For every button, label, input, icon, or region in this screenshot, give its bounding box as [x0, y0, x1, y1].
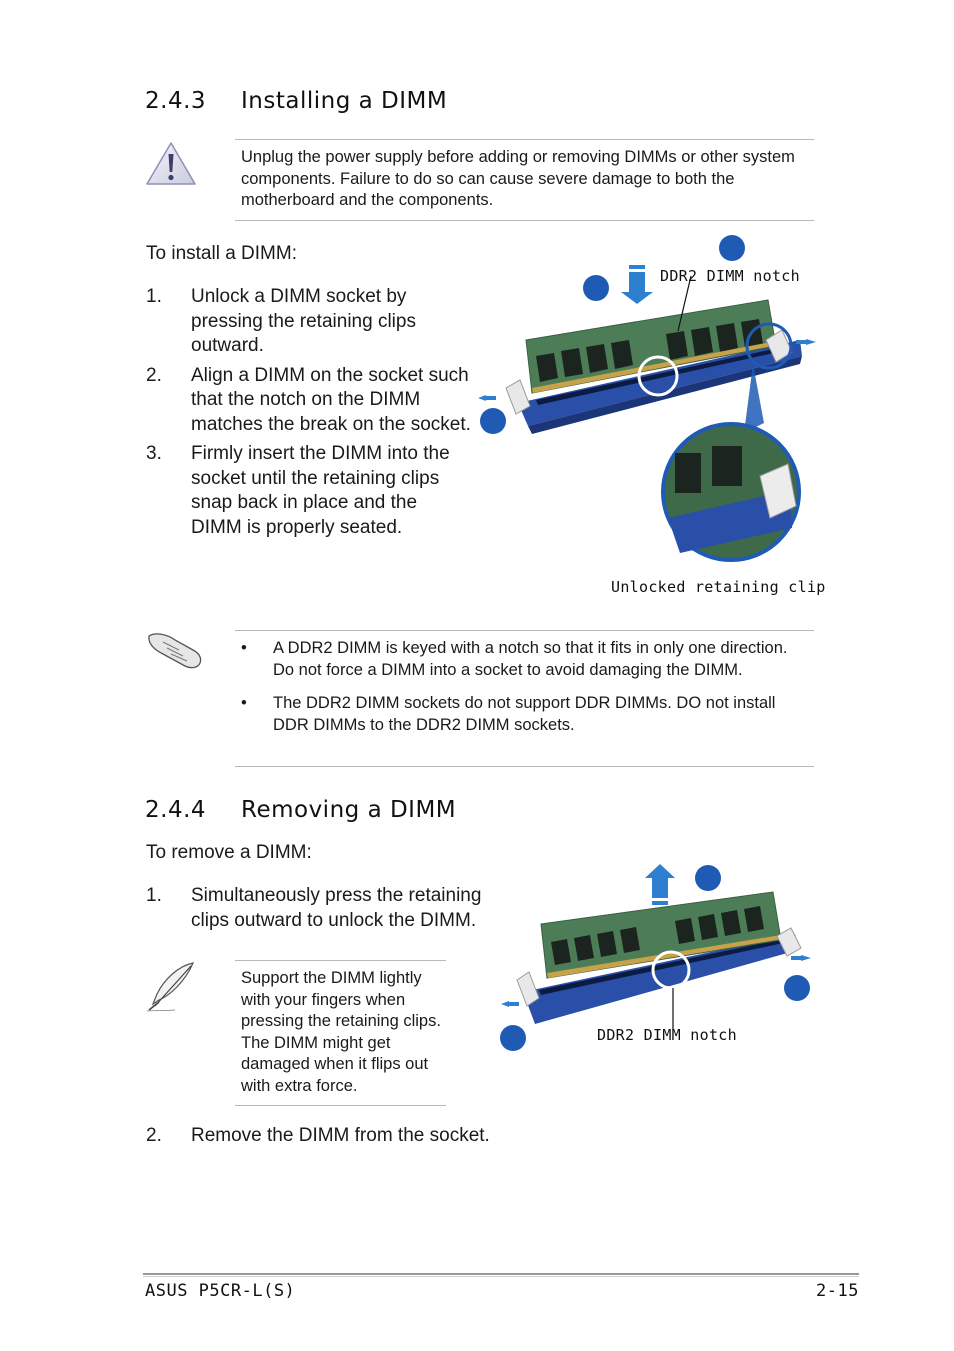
caution-bottom-rule: [235, 220, 814, 221]
step-marker: [480, 408, 506, 434]
section-number: 2.4.3: [145, 88, 207, 114]
install-notch-label: DDR2 DIMM notch: [660, 267, 800, 285]
remove-step-2: [146, 1124, 646, 1149]
step-number: 1.: [146, 885, 162, 906]
note-top-rule: [235, 630, 814, 631]
caution-top-rule: [235, 139, 814, 140]
install-steps: [146, 285, 471, 545]
footer-rule-shadow: [143, 1276, 859, 1277]
step-number: 2.: [146, 364, 162, 386]
step-text: Simultaneously press the retaining clips outward to unlock the DIMM.: [191, 885, 482, 931]
step-marker: [695, 865, 721, 891]
step-marker: [784, 975, 810, 1001]
remove-intro: To remove a DIMM:: [146, 842, 312, 863]
tip-bottom-rule: [235, 1105, 446, 1106]
footer-rule: [143, 1273, 859, 1275]
tip-text: Support the DIMM lightly with your fingers when pressing the retaining clips. The DIMM might get damaged when it flips out with extra force.: [241, 969, 441, 1095]
footer-page-number: 2-15: [816, 1281, 859, 1301]
section-title: Removing a DIMM: [241, 797, 457, 823]
step-marker: [500, 1025, 526, 1051]
remove-notch-label: DDR2 DIMM notch: [597, 1026, 737, 1044]
step-number: 2.: [146, 1125, 162, 1146]
hand-note-icon: [145, 628, 205, 672]
install-step: [146, 285, 471, 359]
feather-tip-icon: [145, 960, 200, 1015]
install-step: [146, 364, 471, 438]
install-intro: To install a DIMM:: [146, 243, 297, 264]
footer-product: ASUS P5CR-L(S): [145, 1281, 296, 1301]
step-text: Remove the DIMM from the socket.: [191, 1125, 490, 1146]
note-item: • A DDR2 DIMM is keyed with a notch so that it fits in only one direction. Do not force a DIMM into a socket to avoid damaging the DIMM.: [235, 638, 805, 681]
step-text: Align a DIMM on the socket such that the notch on the DIMM matches the break on the socket.: [191, 364, 471, 435]
section-number: 2.4.4: [145, 797, 207, 823]
section-heading-install: [145, 88, 447, 114]
install-step: [146, 442, 471, 540]
note-item: • The DDR2 DIMM sockets do not support DDR DIMMs. DO not install DDR DIMMs to the DDR2 DIMM sockets.: [235, 693, 805, 736]
unlocked-clip-label: Unlocked retaining clip: [611, 578, 826, 596]
note-bottom-rule: [235, 766, 814, 767]
caution-text: Unplug the power supply before adding or removing DIMMs or other system components. Failure to do so can cause severe damage to both the motherboard and the components.: [241, 148, 795, 209]
remove-step-1: [146, 884, 506, 933]
caution-icon: [145, 141, 197, 187]
section-heading-remove: [145, 797, 456, 823]
step-text: Unlock a DIMM socket by pressing the retaining clips outward.: [191, 286, 416, 356]
tip-top-rule: [235, 960, 446, 961]
step-text: Firmly insert the DIMM into the socket until the retaining clips snap back in place and the DIMM is properly seated.: [191, 443, 450, 538]
dimm-notes-list: [235, 638, 805, 748]
remove-up-arrow: [645, 864, 675, 905]
insert-down-arrow: [621, 265, 653, 304]
step-marker: [583, 275, 609, 301]
step-number: 1.: [146, 286, 162, 307]
step-number: 3.: [146, 443, 162, 464]
section-title: Installing a DIMM: [241, 88, 448, 114]
step-marker: [719, 235, 745, 261]
